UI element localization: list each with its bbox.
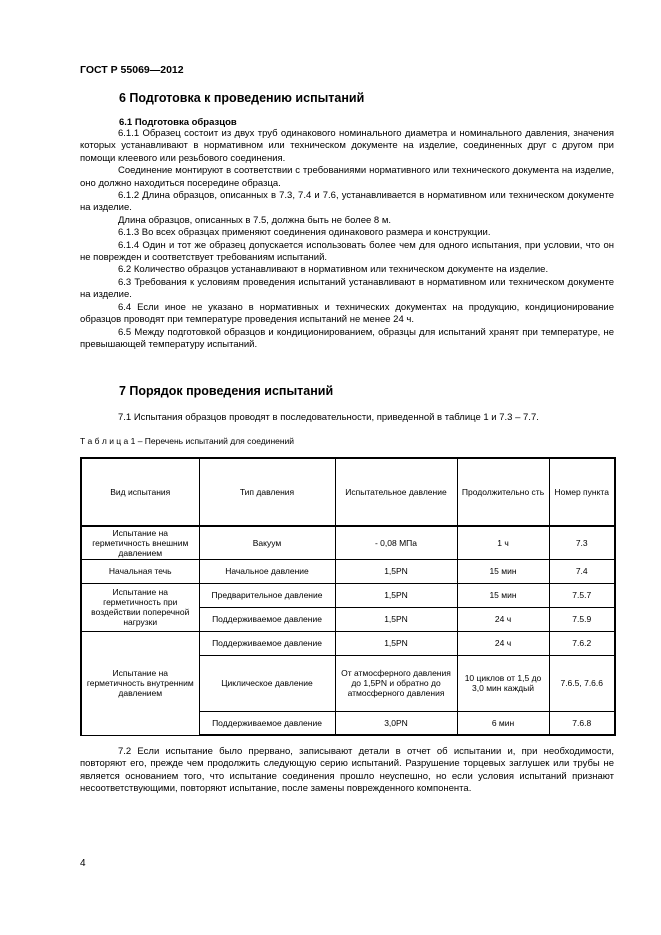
cell-clause: 7.3 bbox=[549, 526, 615, 559]
cell-duration: 24 ч bbox=[457, 631, 549, 655]
cell-clause: 7.6.8 bbox=[549, 711, 615, 735]
cell-clause: 7.4 bbox=[549, 559, 615, 583]
tests-table bbox=[80, 457, 616, 736]
cell-test: Испытание на герметичность при воздействии поперечной нагрузки bbox=[81, 583, 199, 631]
cell-duration: 15 мин bbox=[457, 583, 549, 607]
section-7-intro bbox=[80, 412, 614, 424]
header-test-pressure: Испытательное давление bbox=[335, 458, 457, 526]
cell-type: Циклическое давление bbox=[199, 655, 335, 711]
paragraph: 6.1.2 Длина образцов, описанных в 7.3, 7.4 и 7.6, устанавливается в нормативном или техническом документе на изделие. bbox=[80, 190, 614, 214]
cell-test: Начальная течь bbox=[81, 559, 199, 583]
document-header: ГОСТ Р 55069—2012 bbox=[80, 64, 184, 76]
subsection-6-1-title: 6.1 Подготовка образцов bbox=[119, 117, 237, 128]
table-header-row bbox=[81, 458, 615, 526]
paragraph: 6.1.4 Один и тот же образец допускается использовать более чем для одного испытания, при условии, что он не поврежден и соответствует требованиям испытаний. bbox=[80, 239, 614, 264]
cell-pressure: 1,5PN bbox=[335, 559, 457, 583]
header-test-type: Вид испытания bbox=[81, 458, 199, 526]
header-clause: Номер пункта bbox=[549, 458, 615, 526]
section-7-after-table bbox=[80, 746, 614, 796]
cell-pressure: 1,5PN bbox=[335, 607, 457, 631]
cell-pressure: 3,0PN bbox=[335, 711, 457, 735]
cell-duration: 1 ч bbox=[457, 526, 549, 559]
cell-duration: 15 мин bbox=[457, 559, 549, 583]
cell-clause: 7.5.7 bbox=[549, 583, 615, 607]
cell-pressure: - 0,08 МПа bbox=[335, 526, 457, 559]
cell-test: Испытание на герметичность внутренним давлением bbox=[81, 631, 199, 735]
cell-type: Поддерживаемое давление bbox=[199, 631, 335, 655]
cell-pressure: От атмосферного давления до 1,5PN и обратно до атмосферного давления bbox=[335, 655, 457, 711]
cell-clause: 7.6.5, 7.6.6 bbox=[549, 655, 615, 711]
paragraph: Соединение монтируют в соответствии с требованиями нормативного или технического документа на изделие, оно должно находиться посередине образца. bbox=[80, 165, 614, 189]
table-row bbox=[81, 559, 615, 583]
cell-clause: 7.5.9 bbox=[549, 607, 615, 631]
cell-clause: 7.6.2 bbox=[549, 631, 615, 655]
cell-duration: 10 циклов от 1,5 до 3,0 мин каждый bbox=[457, 655, 549, 711]
cell-type: Вакуум bbox=[199, 526, 335, 559]
header-pressure-type: Тип давления bbox=[199, 458, 335, 526]
section-7-title: 7 Порядок проведения испытаний bbox=[119, 384, 334, 398]
cell-type: Поддерживаемое давление bbox=[199, 607, 335, 631]
table-row bbox=[81, 583, 615, 607]
page-number: 4 bbox=[80, 858, 86, 869]
paragraph: 6.3 Требования к условиям проведения испытаний устанавливают в нормативном или техническом документе на изделие. bbox=[80, 276, 614, 301]
paragraph: 7.1 Испытания образцов проводят в последовательности, приведенной в таблице 1 и 7.3 – 7.7. bbox=[118, 412, 539, 423]
cell-pressure: 1,5PN bbox=[335, 631, 457, 655]
paragraph: 7.2 Если испытание было прервано, записывают детали в отчет об испытании и, при необходимости, повторяют его, прежде чем продолжить следующую серию испытаний. Разрушение торцевых заглушек или трубы не является основанием того, что испытание соединения прошло неуспешно, но если условия испытаний признают несоответствующими, повторяют испытание, после замены поврежденного компонента. bbox=[80, 746, 614, 795]
cell-type: Поддерживаемое давление bbox=[199, 711, 335, 735]
cell-pressure: 1,5PN bbox=[335, 583, 457, 607]
cell-type: Предварительное давление bbox=[199, 583, 335, 607]
cell-duration: 6 мин bbox=[457, 711, 549, 735]
paragraph: 6.2 Количество образцов устанавливают в нормативном или техническом документе на изделие. bbox=[118, 264, 549, 276]
table-row bbox=[81, 631, 615, 655]
paragraph: 6.1.3 Во всех образцах применяют соединения одинакового размера и конструкции. bbox=[118, 227, 491, 239]
section-6-body bbox=[80, 128, 614, 351]
paragraph: 6.1.1 Образец состоит из двух труб одинакового номинального диаметра и номинального давления, значения которых устанавливают в нормативном или техническом документе на изделие, соединенных друг с другом при помощи клеевого или резьбового соединения. bbox=[80, 128, 614, 164]
table-row bbox=[81, 526, 615, 559]
paragraph: Длина образцов, описанных в 7.5, должна быть не более 8 м. bbox=[118, 214, 392, 226]
cell-test: Испытание на герметичность внешним давлением bbox=[81, 526, 199, 559]
table-caption: Т а б л и ц а 1 – Перечень испытаний для соединений bbox=[80, 436, 295, 446]
cell-type: Начальное давление bbox=[199, 559, 335, 583]
header-duration: Продолжительно сть bbox=[457, 458, 549, 526]
paragraph: 6.4 Если иное не указано в нормативных и технических документах на продукцию, кондиционирование образцов проводят при температуре проведения испытаний не менее 24 ч. bbox=[80, 301, 614, 326]
paragraph: 6.5 Между подготовкой образцов и кондиционированием, образцы для испытаний хранят при температуре, не превышающей температуру испытаний. bbox=[80, 326, 614, 350]
section-6-title: 6 Подготовка к проведению испытаний bbox=[119, 91, 365, 105]
cell-duration: 24 ч bbox=[457, 607, 549, 631]
